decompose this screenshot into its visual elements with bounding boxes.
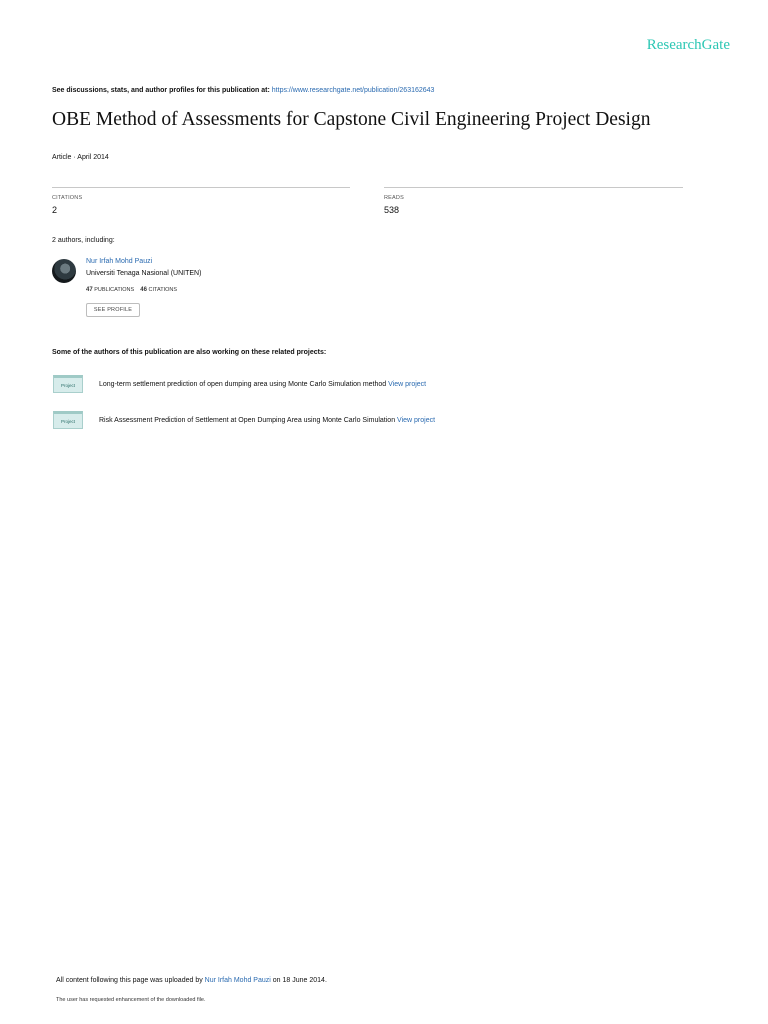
project-folder-icon: Project [53,375,83,393]
reads-label: READS [384,195,404,201]
article-meta: Article · April 2014 [52,154,109,161]
author-citations-label: CITATIONS [148,287,178,293]
publications-label: PUBLICATIONS [94,287,135,293]
project-item [99,417,435,424]
enhancement-note: The user has requested enhancement of the downloaded file. [56,997,206,1003]
discussion-line [52,87,434,94]
reads-divider [384,187,683,188]
uploader-link[interactable]: Nur Irfah Mohd Pauzi [204,977,271,984]
upload-text-before: All content following this page was uploaded by [56,977,203,984]
upload-text-after: on 18 June 2014. [272,977,327,984]
citations-value: 2 [52,205,58,215]
reads-value: 538 [384,205,400,215]
citations-label: CITATIONS [52,195,83,201]
project-folder-icon: Project [53,411,83,429]
citations-divider [52,187,350,188]
author-name-link[interactable]: Nur Irfah Mohd Pauzi [86,258,153,265]
page-title: OBE Method of Assessments for Capstone Civil Engineering Project Design [52,109,651,130]
publication-url-link[interactable]: https://www.researchgate.net/publication/263162643 [271,87,435,94]
researchgate-logo[interactable]: ResearchGate [646,37,730,53]
project-title: Risk Assessment Prediction of Settlement at Open Dumping Area using Monte Carlo Simulation [99,417,396,424]
author-citations-count: 46 [140,287,147,293]
related-projects-heading [52,349,326,356]
upload-note [56,977,327,984]
see-profile-button[interactable]: SEE PROFILE [86,303,140,317]
view-project-link[interactable]: View project [388,381,427,388]
view-project-link[interactable]: View project [397,417,436,424]
author-stats [86,287,177,293]
author-institution: Universiti Tenaga Nasional (UNITEN) [86,270,202,277]
project-item [99,381,426,388]
authors-heading: 2 authors, including: [52,237,115,244]
related-projects-heading-text: Some of the authors of this publication are also working on these related projects: [52,349,327,356]
publications-count: 47 [86,287,93,293]
project-title: Long-term settlement prediction of open dumping area using Monte Carlo Simulation method [99,381,387,388]
author-avatar[interactable] [52,259,76,283]
discussion-text: See discussions, stats, and author profiles for this publication at: [52,87,270,94]
